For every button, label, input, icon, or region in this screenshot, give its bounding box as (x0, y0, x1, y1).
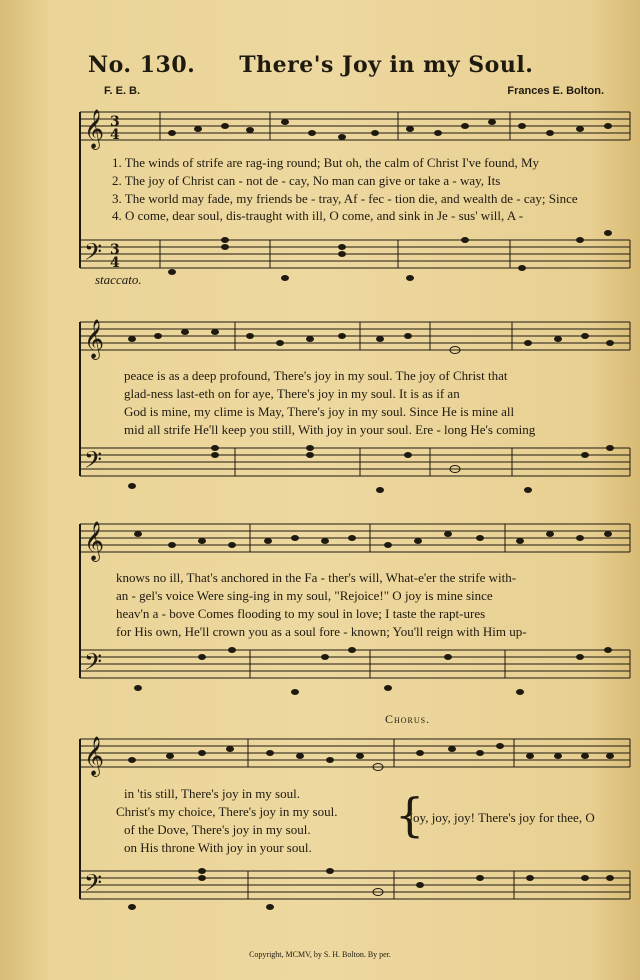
system2-verse4: mid all strife He'll keep you still, With joy in your soul. Ere - long He's coming (124, 422, 536, 437)
bass-clef-icon: 𝄢 (84, 238, 103, 271)
system1-verse1: 1. The winds of strife are rag-ing round; But oh, the calm of Christ I've found, My (112, 155, 540, 170)
hymn-title: There's Joy in my Soul. (239, 52, 534, 78)
system1-verse4: 4. O come, dear soul, dis-traught with ill, O come, and sink in Je - sus' will, A - (112, 208, 524, 223)
treble-clef-icon: 𝄞 (84, 109, 105, 149)
hymn-title-line (88, 52, 533, 78)
system2-verse1: peace is as a deep profound, There's joy in my soul. The joy of Christ that (124, 368, 508, 383)
system2-verse3: God is mine, my clime is May, There's joy in my soul. Since He is mine all (124, 404, 515, 419)
system1-verse3: 3. The world may fade, my friends be - tray, Af - fec - tion die, and wealth de - cay; Since (112, 191, 578, 206)
author-name: Frances E. Bolton. (507, 85, 604, 97)
svg-text:𝄢: 𝄢 (84, 648, 103, 681)
svg-text:𝄢: 𝄢 (84, 446, 103, 479)
tempo-marking: staccato. (95, 272, 142, 287)
svg-text:𝄞: 𝄞 (84, 736, 105, 776)
system2-verse2: glad-ness last-eth on for aye, There's joy in my soul. It is as if an (124, 386, 460, 401)
system4-verse4: on His throne With joy in your soul. (124, 840, 312, 855)
chorus-refrain: Joy, joy, joy! There's joy for thee, O (408, 810, 595, 825)
system3-verse3: heav'n a - bove Comes flooding to my soul in love; I taste the rapt-ures (116, 606, 486, 621)
system3-verse4: for His own, He'll crown you as a soul fore - known; You'll reign with Him up- (116, 624, 527, 639)
system1-verse2: 2. The joy of Christ can - not de - cay, No man can give or take a - way, Its (112, 173, 501, 188)
svg-text:3: 3 (110, 114, 120, 130)
author-initials: F. E. B. (104, 85, 141, 97)
copyright-notice: Copyright, MCMV, by S. H. Bolton. By per. (249, 950, 391, 959)
system3-verse2: an - gel's voice Were sing-ing in my soul, "Rejoice!" O joy is mine since (116, 588, 493, 603)
svg-text:4: 4 (110, 255, 120, 271)
chorus-label: Chorus. (385, 712, 431, 726)
system4-verse1: in 'tis still, There's joy in my soul. (124, 786, 300, 801)
hymn-number: No. 130. (88, 52, 196, 78)
system4-verse2: Christ's my choice, There's joy in my soul. (116, 804, 338, 819)
system3-verse1: knows no ill, That's anchored in the Fa - ther's will, What-e'er the strife with- (116, 570, 517, 585)
svg-text:𝄞: 𝄞 (84, 319, 105, 359)
svg-text:3: 3 (110, 242, 120, 258)
lyric-brace-icon: { (395, 788, 425, 842)
system4-verse3: of the Dove, There's joy in my soul. (124, 822, 311, 837)
svg-text:𝄢: 𝄢 (84, 869, 103, 902)
svg-text:𝄞: 𝄞 (84, 521, 105, 561)
svg-text:4: 4 (110, 127, 120, 143)
